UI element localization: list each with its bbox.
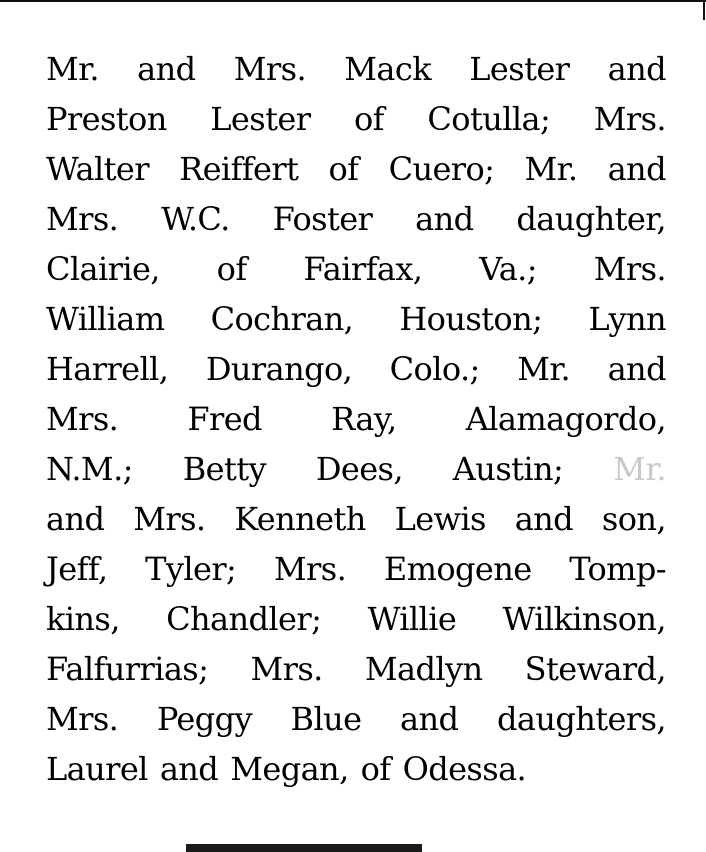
word: of <box>353 100 384 138</box>
text-line <box>46 694 666 744</box>
word: Reiffert <box>179 150 299 188</box>
word: Ray, <box>331 400 397 438</box>
word: Alamagordo, <box>465 400 666 438</box>
article-text <box>46 44 666 794</box>
word: Mr. <box>46 50 99 88</box>
word: Mr. <box>524 150 578 188</box>
word: Odessa. <box>402 750 527 788</box>
word: Cuero; <box>388 150 495 188</box>
word: Willie <box>367 600 457 638</box>
word: and <box>415 200 474 238</box>
top-rule <box>0 0 706 2</box>
word: Mrs. <box>233 50 307 88</box>
text-line <box>46 294 666 344</box>
faded-word: Mr. <box>613 450 666 488</box>
text-line <box>46 394 666 444</box>
word: of <box>216 250 247 288</box>
word: Betty <box>182 450 266 488</box>
word: W.C. <box>161 200 230 238</box>
word: Mrs. <box>250 650 323 688</box>
text-line <box>46 494 666 544</box>
bottom-rule-fragment <box>186 844 422 852</box>
word: Tomp- <box>569 550 666 588</box>
word: William <box>46 300 165 338</box>
word: Lester <box>210 100 311 138</box>
word: Va.; <box>479 250 537 288</box>
word: Mack <box>344 50 432 88</box>
word: Madlyn <box>364 650 483 688</box>
word: Mrs. <box>46 700 119 738</box>
word: Austin; <box>452 450 564 488</box>
word: son, <box>601 500 666 538</box>
word: kins, <box>46 600 120 638</box>
word: daughter, <box>516 200 666 238</box>
text-line <box>46 594 666 644</box>
word: Wilkinson, <box>502 600 666 638</box>
text-line <box>46 94 666 144</box>
word: Foster <box>272 200 373 238</box>
word: Mrs. <box>593 100 666 138</box>
word: Emogene <box>383 550 532 588</box>
word: Fred <box>187 400 262 438</box>
word: and <box>46 500 105 538</box>
word: Colo.; <box>389 350 480 388</box>
word: Walter <box>46 150 149 188</box>
word: of <box>360 750 391 788</box>
word: Laurel <box>46 750 148 788</box>
word: Lewis <box>394 500 486 538</box>
word: Dees, <box>315 450 403 488</box>
word: Peggy <box>156 700 252 738</box>
word: Falfurrias; <box>46 650 209 688</box>
word: Mrs. <box>273 550 347 588</box>
word: Mrs. <box>133 500 206 538</box>
word: daughters, <box>497 700 666 738</box>
word: Durango, <box>205 350 353 388</box>
word: Megan, <box>230 750 349 788</box>
text-line <box>46 244 666 294</box>
text-line <box>46 344 666 394</box>
word: and <box>607 50 666 88</box>
text-line <box>46 544 666 594</box>
word: Kenneth <box>234 500 366 538</box>
right-rule <box>703 0 705 20</box>
word: Mrs. <box>593 250 666 288</box>
text-line <box>46 44 666 94</box>
text-line <box>46 644 666 694</box>
word: Cochran, <box>210 300 354 338</box>
word: and <box>159 750 219 788</box>
word: Harrell, <box>46 350 169 388</box>
word: Houston; <box>399 300 543 338</box>
word: Clairie, <box>46 250 160 288</box>
word: Cotulla; <box>427 100 551 138</box>
word: Steward, <box>524 650 666 688</box>
word: and <box>607 350 666 388</box>
word: and <box>607 150 666 188</box>
word: Tyler; <box>145 550 237 588</box>
word: Lynn <box>588 300 666 338</box>
word: Mrs. <box>46 400 119 438</box>
word: of <box>328 150 359 188</box>
word: Chandler; <box>166 600 322 638</box>
word: Jeff, <box>46 550 108 588</box>
word: Preston <box>46 100 167 138</box>
word: N.M.; <box>46 450 133 488</box>
word: and <box>400 700 459 738</box>
word: Blue <box>290 700 362 738</box>
text-line <box>46 744 666 794</box>
word: and <box>137 50 196 88</box>
word: Mrs. <box>46 200 119 238</box>
text-line <box>46 444 666 494</box>
text-line <box>46 194 666 244</box>
word: Lester <box>469 50 570 88</box>
word: Fairfax, <box>303 250 423 288</box>
text-line <box>46 144 666 194</box>
word: Mr. <box>517 350 571 388</box>
word: and <box>514 500 574 538</box>
